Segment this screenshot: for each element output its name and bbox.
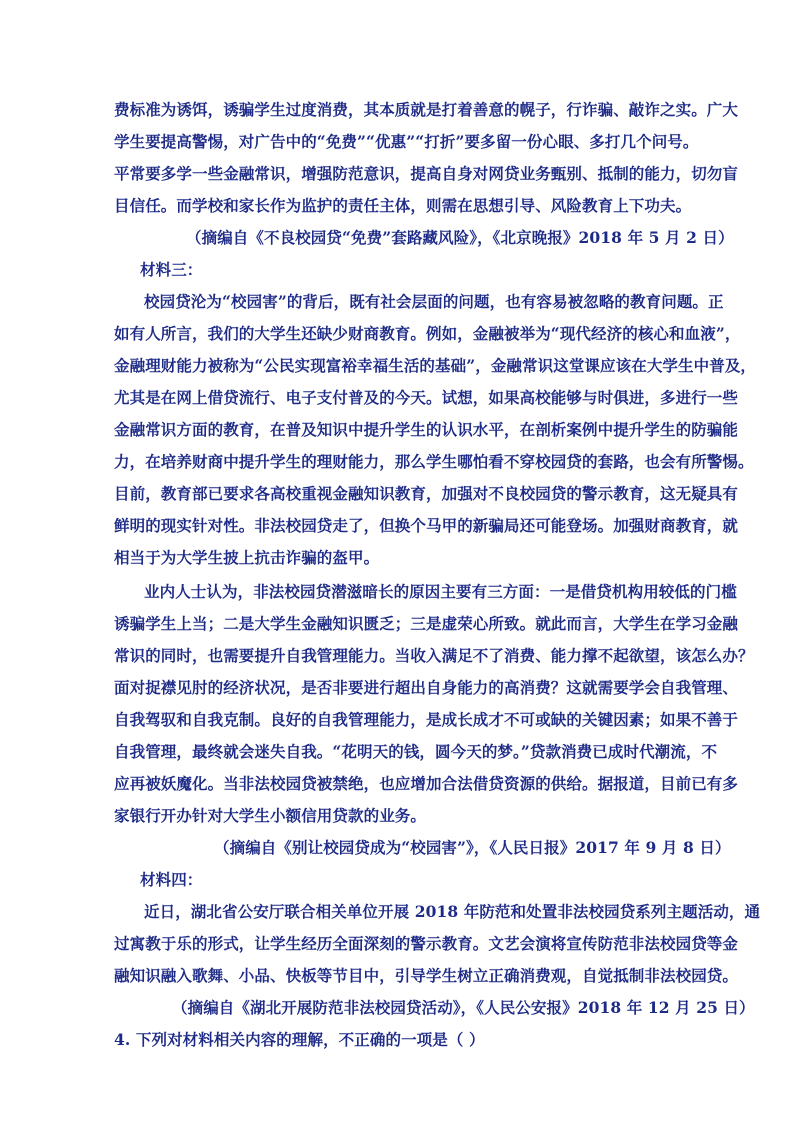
text-line: 家银行开办针对大学生小额信用贷款的业务。 <box>114 806 427 825</box>
text-line: 金融常识方面的教育，在普及知识中提升学生的认识水平，在剖析案例中提升学生的防骗能 <box>114 420 739 439</box>
text-line: 应再被妖魔化。当非法校园贷被禁绝，也应增加合法借贷资源的供给。据报道，目前已有多 <box>114 774 739 793</box>
text-line: 过寓教于乐的形式，让学生经历全面深刻的警示教育。文艺会演将宣传防范非法校园贷等金 <box>114 934 739 953</box>
text-line: 鲜明的现实针对性。非法校园贷走了，但换个马甲的新骗局还可能登场。加强财商教育，就 <box>114 516 739 535</box>
text-line: 自我管理，最终就会迷失自我。“花明天的钱，圆今天的梦。”贷款消费已成时代潮流，不 <box>114 742 718 761</box>
text-line: 目前，教育部已要求各高校重视金融知识教育，加强对不良校园贷的警示教育，这无疑具有 <box>114 484 739 503</box>
text-line: 学生要提高警惕，对广告中的“免费”“优惠”“打折”要多留一份心眼、多打几个问号。 <box>114 132 699 151</box>
text-line: 常识的同时，也需要提升自我管理能力。当收入满足不了消费、能力撑不起欲望，该怎么办？ <box>114 646 754 665</box>
text-line: 尤其是在网上借贷流行、电子支付普及的今天。试想，如果高校能够与时俱进，多进行一些 <box>114 388 739 407</box>
text-line: 自我驾驭和自我克制。良好的自我管理能力，是成长成才不可或缺的关键因素；如果不善于 <box>114 710 739 729</box>
text-line: 金融理财能力被称为“公民实现富裕幸福生活的基础”，金融常识这堂课应该在大学生中普及， <box>114 356 757 375</box>
source-citation: （摘编自《不良校园贷“免费”套路藏风险》，《北京晚报》2018 年 5 月 2 日） <box>186 228 734 247</box>
text-line: 相当于为大学生披上抗击诈骗的盔甲。 <box>114 548 380 567</box>
text-line: 费标准为诱饵，诱骗学生过度消费，其本质就是打着善意的幌子，行诈骗、敲诈之实。广大 <box>114 100 739 119</box>
text-line: 诱骗学生上当；二是大学生金融知识匮乏；三是虚荣心所致。就此而言，大学生在学习金融 <box>114 614 739 633</box>
source-citation: （摘编自《别让校园贷成为“校园害”》，《人民日报》2017 年 9 月 8 日） <box>214 838 731 857</box>
text-line: 业内人士认为，非法校园贷潜滋暗长的原因主要有三方面：一是借贷机构用较低的门槛 <box>144 582 737 601</box>
text-line: 力，在培养财商中提升学生的理财能力，那么学生哪怕看不穿校园贷的套路，也会有所警惕。 <box>114 452 754 471</box>
text-line: 平常要多学一些金融常识，增强防范意识，提高自身对网贷业务甄别、抵制的能力，切勿盲 <box>114 164 739 183</box>
text-line: 融知识融入歌舞、小品、快板等节目中，引导学生树立正确消费观，自觉抵制非法校园贷。 <box>114 966 739 985</box>
text-line: 近日，湖北省公安厅联合相关单位开展 2018 年防范和处置非法校园贷系列主题活动，通 <box>144 902 761 921</box>
text-line: 目信任。而学校和家长作为监护的责任主体，则需在思想引导、风险教育上下功夫。 <box>114 196 692 215</box>
text-line: 面对捉襟见肘的经济状况，是否非要进行超出自身能力的高消费？这就需要学会自我管理、 <box>114 678 739 697</box>
source-citation: （摘编自《湖北开展防范非法校园贷活动》，《人民公安报》2018 年 12 月 25 日） <box>172 998 755 1017</box>
text-line: 如有人所言，我们的大学生还缺少财商教育。例如，金融被举为“现代经济的核心和血液”， <box>114 324 741 343</box>
section-heading: 材料三： <box>140 260 203 279</box>
section-heading: 材料四： <box>140 870 203 889</box>
question-4: 4. 下列对材料相关内容的理解，不正确的一项是（ ） <box>114 1030 485 1049</box>
text-line: 校园贷沦为“校园害”的背后，既有社会层面的问题，也有容易被忽略的教育问题。正 <box>144 292 724 311</box>
